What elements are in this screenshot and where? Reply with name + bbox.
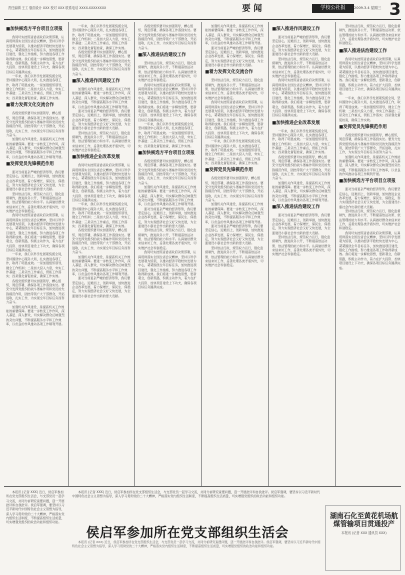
- column-text: 面对当前复杂严峻的经济形势，我们要坚定信心，迎难而上，创新举措，加快推进企业改革发展，着力保增长、保民生、保稳定，努力实现经济社会又好又快发展，为全面建设小康社会作出新的更大贡献。: [72, 276, 131, 298]
- column-text: 各级党组织要切实加强领导，精心组织，周密部署，确保各项工作落到实处。要充分发挥党组织的战斗堡垒作用和党员的先锋模范作用，团结带领广大干部群众，开拓进取，扎实工作，为实现全年目标任务而努力奋斗。: [6, 278, 65, 305]
- column-heading: ■加快候选方平台项目立项报: [138, 150, 195, 156]
- header-topline: 责任编辑 王工 版面设计 XXX 校对 XXX 联系电话 XXXX-XXXXXXXX: [8, 6, 107, 10]
- article-column: [205, 24, 266, 484]
- page-number: 3: [389, 0, 401, 20]
- column-text: 面对当前复杂严峻的经济形势，我们要坚定信心，迎难而上，创新举措，加快推进企业改革发展，着力保增长、保民生、保稳定，努力实现经济社会又好又快发展，为全面建设小康社会作出新的更大贡献。: [205, 45, 264, 68]
- column-text: 我局切实按照省委省政府决策部署，认真贯彻落实全国全省会议精神，坚持以科学发展观为统领，以推动经济平稳较快发展为中心，紧紧围绕全年目标任务，加快推进项目建设，强化工作措施，努力推进各项工作取得新成效。我们将进一步解放思想，更新观念，创新思路，积极主动作为，着力在扩大投资、加快项目建设上下功夫，确保各项目标任务圆满完成。: [138, 250, 197, 289]
- column-text: 一年来，我们以科学发展观统揽全局，坚持围绕中心服务大局，扎实推进各项工作，取得了明显成效。一是加强组织领导，健全工作机制；二是加大投入力度，夯实工作基础；三是突出工作重点，狠抓工作落实；四是强化督促检查，确保工作实效。: [72, 24, 131, 50]
- column-text: 我局切实按照省委省政府决策部署，认真贯彻落实全国全省会议精神，坚持以科学发展观为统领，以推动经济平稳较快发展为中心，紧紧围绕全年目标任务，加快推进项目建设，强化工作措施，努力推进各项工作取得新成效。我们将进一步解放思想，更新观念，创新思路，积极主动作为，着力在扩大投资、加快项目建设上下功夫，确保各项目标任务圆满完成。: [205, 100, 264, 139]
- column-text: 坚持依法行政，规范权力运行，强化监督制约，推进政务公开，不断提高依法决策、依法管理的能力和水平。认真做好群众来信来访工作，妥善处理各类矛盾纠纷，切实维护社会和谐稳定。: [138, 228, 197, 250]
- bottom-article-text: [72, 540, 322, 573]
- article-column: [272, 24, 333, 484]
- column-text: 坚持依法行政，规范权力运行，强化监督制约，推进政务公开，不断提高依法决策、依法管理的能力和水平。认真做好群众来信来访工作，妥善处理各类矛盾纠纷，切实维护社会和谐稳定。: [272, 235, 331, 257]
- article-column: [72, 24, 132, 484]
- column-text: 坚持依法行政，规范权力运行，强化监督制约，推进政务公开，不断提高依法决策、依法管理的能力和水平。认真做好群众来信来访工作，妥善处理各类矛盾纠纷，切实维护社会和谐稳定。: [205, 78, 264, 100]
- column-text: 加强机关作风建设，是提高机关工作效能的重要保障。要进一步转变工作作风，深入基层、深入群众，切实解决群众反映强烈的突出问题，不断提高服务水平和工作效率，以优良的作风推动各项工作顺利开展。: [205, 24, 264, 46]
- column-text: 面对当前复杂严峻的经济形势，我们要坚定信心，迎难而上，创新举措，加快推进企业改革发展，着力保增长、保民生、保稳定，努力实现经济社会又好又快发展，为全面建设小康社会作出新的更大贡献。: [6, 169, 65, 192]
- column-heading: ■加快推进企业改革发展: [72, 155, 120, 161]
- column-heading: ■深入推进作风建设工作: [72, 79, 120, 85]
- paper-name: 学校公社报: [312, 4, 354, 13]
- section-masthead: 要 闻: [242, 4, 262, 14]
- column-text: 加强机关作风建设，是提高机关工作效能的重要保障。要进一步转变工作作风，深入基层、深入群众，切实解决群众反映强烈的突出问题，不断提高服务水平和工作效率，以优良的作风推动各项工作顺利开展。: [72, 87, 131, 109]
- column-heading: ■加快候选方平台项目立项报: [6, 27, 63, 32]
- column-text: 加强机关作风建设，是提高机关工作效能的重要保障。要进一步转变工作作风，深入基层、深入群众，切实解决群众反映强烈的突出问题，不断提高服务水平和工作效率，以优良的作风推动各项工作顺利开展。: [6, 304, 65, 326]
- column-heading: ■加快推进企业改革发展: [272, 120, 320, 126]
- column-text: 我局切实按照省委省政府决策部署，认真贯彻落实全国全省会议精神，坚持以科学发展观为统领，以推动经济平稳较快发展为中心，紧紧围绕全年目标任务，加快推进项目建设，强化工作措施，努力推进各项工作取得新成效。我们将进一步解放思想，更新观念，创新思路，积极主动作为，着力在扩大投资、加快项目建设上下功夫，确保各项目标任务圆满完成。: [72, 163, 131, 203]
- column-text: 面对当前复杂严峻的经济形势，我们要坚定信心，迎难而上，创新举措，加快推进企业改革发展，着力保增长、保民生、保稳定，努力实现经济社会又好又快发展，为全面建设小康社会作出新的更大贡献。: [72, 108, 131, 131]
- column-text: 面对当前复杂严峻的经济形势，我们要坚定信心，迎难而上，创新举措，加快推进企业改革发展，着力保增长、保民生、保稳定，努力实现经济社会又好又快发展，为全面建设小康社会作出新的更大贡献。: [205, 224, 264, 246]
- column-text: 坚持依法行政，规范权力运行，强化监督制约，推进政务公开，不断提高依法决策、依法管理的能力和水平。认真做好群众来信来访工作，妥善处理各类矛盾纠纷，切实维护社会和谐稳定。: [72, 130, 131, 152]
- column-heading: ■发挥党员先锋模范作用: [339, 124, 387, 130]
- column-heading: ■着力发挥文化交流合作: [205, 70, 253, 76]
- column-text: 一年来，我们以科学发展观统揽全局，坚持围绕中心服务大局，扎实推进各项工作，取得了明显成效。一是加强组织领导，健全工作机制；二是加大投入力度，夯实工作基础；三是突出工作重点，狠抓工作落实；四是强化督促检查，确保工作实效。: [6, 74, 65, 100]
- column-divider: [68, 22, 69, 487]
- side-subline: 本报讯 (记者 XXX 通讯员 XXX): [341, 531, 387, 535]
- column-heading: ■加快候选方平台项目立项报: [339, 179, 396, 185]
- bottom-lead-text: 本报讯 (记者 XXX) 近日，侯启军参加所在党支部组织生活会，与支部党员一起学习交流，共同分析研究查摆问题，逐一开展批评和自我批评。侯启军强调，要坚持以习近平新时代中国特色社会主义思想为指导，深入学习贯彻党的二十大精神，严格落实党内组织生活制度，不断提高组织生活质量，切实增强党组织的政治功能和组织功能。: [6, 490, 65, 525]
- column-text: 面对当前复杂严峻的经济形势，我们要坚定信心，迎难而上，创新举措，加快推进企业改革发展，着力保增长、保民生、保稳定，努力实现经济社会又好又快发展，为全面建设小康社会作出新的更大贡献。: [339, 187, 401, 209]
- column-text: 各级党组织要切实加强领导，精心组织，周密部署，确保各项工作落到实处。要充分发挥党组织的战斗堡垒作用和党员的先锋模范作用，团结带领广大干部群众，开拓进取，扎实工作，为实现全年目标任务而努力奋斗。: [138, 24, 197, 50]
- column-text: 各级党组织要切实加强领导，精心组织，周密部署，确保各项工作落到实处。要充分发挥党组织的战斗堡垒作用和党员的先锋模范作用，团结带领广大干部群众，开拓进取，扎实工作，为实现全年目标任务而努力奋斗。: [339, 132, 401, 155]
- column-text: 一年来，我们以科学发展观统揽全局，坚持围绕中心服务大局，扎实推进各项工作，取得了明显成效。一是加强组织领导，健全工作机制；二是加大投入力度，夯实工作基础；三是突出工作重点，狠抓工作落实；四是强化督促检查，确保工作实效。: [339, 95, 401, 122]
- column-heading: ■发挥党员先锋模范作用: [6, 161, 54, 167]
- article-column: [6, 24, 66, 484]
- side-headline: 湖南石化至黄花机场航煤管输项目贯通投产: [330, 512, 398, 529]
- column-divider: [268, 22, 269, 487]
- column-text: 我局切实按照省委省政府决策部署，认真贯彻落实全国全省会议精神，坚持以科学发展观为统领，以推动经济平稳较快发展为中心，紧紧围绕全年目标任务，加快推进项目建设，强化工作措施，努力推进各项工作取得新成效。我们将进一步解放思想，更新观念，创新思路，积极主动作为，着力在扩大投资、加快项目建设上下功夫，确保各项目标任务圆满完成。: [6, 213, 65, 253]
- column-text: 加强机关作风建设，是提高机关工作效能的重要保障。要进一步转变工作作风，深入基层、深入群众，切实解决群众反映强烈的突出问题，不断提高服务水平和工作效率，以优良的作风推动各项工作顺利开展。: [272, 180, 331, 203]
- article-column: [339, 24, 401, 484]
- column-text: 各级党组织要切实加强领导，精心组织，周密部署，确保各项工作落到实处。要充分发挥党组织的战斗堡垒作用和党员的先锋模范作用，团结带领广大干部群众，开拓进取，扎实工作，为实现全年目标任务而努力奋斗。: [138, 158, 197, 185]
- column-text: 加强机关作风建设，是提高机关工作效能的重要保障。要进一步转变工作作风，深入基层、深入群众，切实解决群众反映强烈的突出问题，不断提高服务水平和工作效率，以优良的作风推动各项工作顺利开展。: [72, 254, 131, 276]
- column-heading: ■着力发挥文化交流合作: [6, 103, 54, 109]
- column-text: 一年来，我们以科学发展观统揽全局，坚持围绕中心服务大局，扎实推进各项工作，取得了明显成效。一是加强组织领导，健全工作机制；二是加大投入力度，夯实工作基础；三是突出工作重点，狠抓工作落实；四是强化督促检查，确保工作实效。: [272, 128, 331, 155]
- bottom-headline: 侯启军参加所在党支部组织生活会: [86, 526, 289, 541]
- column-text: 我局切实按照省委省政府决策部署，认真贯彻落实全国全省会议精神，坚持以科学发展观为统领，以推动经济平稳较快发展为中心，紧紧围绕全年目标任务，加快推进项目建设，强化工作措施，努力推进各项工作取得新成效。我们将进一步解放思想，更新观念，创新思路，积极主动作为，着力在扩大投资、加快项目建设上下功夫，确保各项目标任务圆满完成。: [138, 82, 197, 122]
- column-text: 各级党组织要切实加强领导，精心组织，周密部署，确保各项工作落到实处。要充分发挥党组织的战斗堡垒作用和党员的先锋模范作用，团结带领广大干部群众，开拓进取，扎实工作，为实现全年目标任务而努力奋斗。: [205, 176, 264, 203]
- bottom-upper-text: [72, 490, 322, 518]
- column-heading: ■深入推进法治建设工作: [339, 48, 387, 54]
- column-text: 一年来，我们以科学发展观统揽全局，坚持围绕中心服务大局，扎实推进各项工作，取得了明显成效。一是加强组织领导，健全工作机制；二是加大投入力度，夯实工作基础；三是突出工作重点，狠抓工作落实；四是强化督促检查，确保工作实效。: [6, 252, 65, 279]
- column-text: 加强机关作风建设，是提高机关工作效能的重要保障。要进一步转变工作作风，深入基层、深入群众，切实解决群众反映强烈的突出问题，不断提高服务水平和工作效率，以优良的作风推动各项工作顺利开展。: [205, 202, 264, 224]
- column-text: 我局切实按照省委省政府决策部署，认真贯彻落实全国全省会议精神，坚持以科学发展观为统领，以推动经济平稳较快发展为中心，紧紧围绕全年目标任务，加快推进项目建设，强化工作措施，努力推进各项工作取得新成效。我们将进一步解放思想，更新观念，创新思路，积极主动作为，着力在扩大投资、加快项目建设上下功夫，确保各项目标任务圆满完成。: [272, 78, 331, 118]
- column-text: 各级党组织要切实加强领导，精心组织，周密部署，确保各项工作落到实处。要充分发挥党组织的战斗堡垒作用和党员的先锋模范作用，团结带领广大干部群众，开拓进取，扎实工作，为实现全年目标任务而努力奋斗。: [272, 154, 331, 181]
- column-text: 各级党组织要切实加强领导，精心组织，周密部署，确保各项工作落到实处。要充分发挥党组织的战斗堡垒作用和党员的先锋模范作用，团结带领广大干部群众，开拓进取，扎实工作，为实现全年目标任务而努力奋斗。: [72, 228, 131, 255]
- bottom-upper-paragraph: 本报讯 (记者 XXX) 近日，侯启军参加所在党支部组织生活会，与支部党员一起学习交流，共同分析研究查摆问题，逐一开展批评和自我批评。侯启军强调，要坚持以习近平新时代中国特色社会主义思想为指导，深入学习贯彻党的二十大精神，严格落实党内组织生活制度，不断提高组织生活质量，切实增强党组织的政治功能和组织功能。: [72, 490, 321, 499]
- column-text: 我局切实按照省委省政府决策部署，认真贯彻落实全国全省会议精神，坚持以科学发展观为统领，以推动经济平稳较快发展为中心，紧紧围绕全年目标任务，加快推进项目建设，强化工作措施，努力推进各项工作取得新成效。我们将进一步解放思想，更新观念，创新思路，积极主动作为，着力在扩大投资、加快项目建设上下功夫，确保各项目标任务圆满完成。: [339, 230, 401, 270]
- column-text: 坚持依法行政，规范权力运行，强化监督制约，推进政务公开，不断提高依法决策、依法管理的能力和水平。认真做好群众来信来访工作，妥善处理各类矛盾纠纷，切实维护社会和谐稳定。: [339, 209, 401, 231]
- column-text: 各级党组织要切实加强领导，精心组织，周密部署，确保各项工作落到实处。要充分发挥党组织的战斗堡垒作用和党员的先锋模范作用，团结带领广大干部群众，开拓进取，扎实工作，为实现全年目标任务而努力奋斗。: [72, 50, 131, 76]
- column-text: 一年来，我们以科学发展观统揽全局，坚持围绕中心服务大局，扎实推进各项工作，取得了明显成效。一是加强组织领导，健全工作机制；二是加大投入力度，夯实工作基础；三是突出工作重点，狠抓工作落实；四是强化督促检查，确保工作实效。: [138, 121, 197, 148]
- column-text: 面对当前复杂严峻的经济形势，我们要坚定信心，迎难而上，创新举措，加快推进企业改革发展，着力保增长、保民生、保稳定，努力实现经济社会又好又快发展，为全面建设小康社会作出新的更大贡献。: [272, 213, 331, 235]
- column-text: 加强机关作风建设，是提高机关工作效能的重要保障。要进一步转变工作作风，深入基层、深入群众，切实解决群众反映强烈的突出问题，不断提高服务水平和工作效率，以优良的作风推动各项工作顺利开展。: [339, 154, 401, 176]
- column-text: 我局切实按照省委省政府决策部署，认真贯彻落实全国全省会议精神，坚持以科学发展观为统领，以推动经济平稳较快发展为中心，紧紧围绕全年目标任务，加快推进项目建设，强化工作措施，努力推进各项工作取得新成效。我们将进一步解放思想，更新观念，创新思路，积极主动作为，着力在扩大投资、加快项目建设上下功夫，确保各项目标任务圆满完成。: [339, 56, 401, 96]
- column-text: 各级党组织要切实加强领导，精心组织，周密部署，确保各项工作落到实处。要充分发挥党组织的战斗堡垒作用和党员的先锋模范作用，团结带领广大干部群众，开拓进取，扎实工作，为实现全年目标任务而努力奋斗。: [6, 111, 65, 137]
- column-heading: ■深入推进法治建设工作: [138, 53, 186, 59]
- column-text: 加强机关作风建设，是提高机关工作效能的重要保障。要进一步转变工作作风，深入基层、深入群众，切实解决群众反映强烈的突出问题，不断提高服务水平和工作效率，以优良的作风推动各项工作顺利开展。: [6, 137, 65, 159]
- header-rule: [4, 19, 401, 20]
- issue-date: 2009.3.4 星期三: [354, 6, 382, 10]
- column-text: 我局切实按照省委省政府决策部署，认真贯彻落实全国全省会议精神，坚持以科学发展观为统领，以推动经济平稳较快发展为中心，紧紧围绕全年目标任务，加快推进项目建设，强化工作措施，努力推进各项工作取得新成效。我们将进一步解放思想，更新观念，创新思路，积极主动作为，着力在扩大投资、加快项目建设上下功夫，确保各项目标任务圆满完成。: [6, 35, 65, 74]
- column-text: 坚持依法行政，规范权力运行，强化监督制约，推进政务公开，不断提高依法决策、依法管理的能力和水平。认真做好群众来信来访工作，妥善处理各类矛盾纠纷，切实维护社会和谐稳定。: [138, 61, 197, 83]
- column-text: 一年来，我们以科学发展观统揽全局，坚持围绕中心服务大局，扎实推进各项工作，取得了明显成效。一是加强组织领导，健全工作机制；二是加大投入力度，夯实工作基础；三是突出工作重点，狠抓工作落实；四是强化督促检查，确保工作实效。: [72, 202, 131, 229]
- bottom-rule: [4, 486, 401, 487]
- article-column: [138, 24, 199, 484]
- column-text: 坚持依法行政，规范权力运行，强化监督制约，推进政务公开，不断提高依法决策、依法管理的能力和水平。认真做好群众来信来访工作，妥善处理各类矛盾纠纷，切实维护社会和谐稳定。: [6, 191, 65, 214]
- column-text: 面对当前复杂严峻的经济形势，我们要坚定信心，迎难而上，创新举措，加快推进企业改革发展，着力保增长、保民生、保稳定，努力实现经济社会又好又快发展，为全面建设小康社会作出新的更大贡献。: [272, 35, 331, 57]
- column-heading: ■深入推进法治建设工作: [272, 205, 320, 211]
- column-text: 加强机关作风建设，是提高机关工作效能的重要保障。要进一步转变工作作风，深入基层、深入群众，切实解决群众反映强烈的突出问题，不断提高服务水平和工作效率，以优良的作风推动各项工作顺利开展。: [138, 185, 197, 207]
- column-heading: ■发挥党员先锋模范作用: [205, 168, 253, 174]
- column-divider: [134, 22, 135, 487]
- column-divider: [201, 22, 202, 487]
- column-text: 一年来，我们以科学发展观统揽全局，坚持围绕中心服务大局，扎实推进各项工作，取得了明显成效。一是加强组织领导，健全工作机制；二是加大投入力度，夯实工作基础；三是突出工作重点，狠抓工作落实；四是强化督促检查，确保工作实效。: [205, 139, 264, 165]
- column-text: 坚持依法行政，规范权力运行，强化监督制约，推进政务公开，不断提高依法决策、依法管理的能力和水平。认真做好群众来信来访工作，妥善处理各类矛盾纠纷，切实维护社会和谐稳定。: [339, 24, 401, 46]
- column-text: 坚持依法行政，规范权力运行，强化监督制约，推进政务公开，不断提高依法决策、依法管理的能力和水平。认真做好群众来信来访工作，妥善处理各类矛盾纠纷，切实维护社会和谐稳定。: [272, 56, 331, 79]
- column-divider: [335, 22, 336, 487]
- column-text: 坚持依法行政，规范权力运行，强化监督制约，推进政务公开，不断提高依法决策、依法管理的能力和水平。认真做好群众来信来访工作，妥善处理各类矛盾纠纷，切实维护社会和谐稳定。: [205, 245, 264, 268]
- column-text: 面对当前复杂严峻的经济形势，我们要坚定信心，迎难而上，创新举措，加快推进企业改革发展，着力保增长、保民生、保稳定，努力实现经济社会又好又快发展，为全面建设小康社会作出新的更大贡献。: [138, 206, 197, 229]
- bottom-article-paragraph: 本报讯 (记者 XXX) 近日，侯启军参加所在党支部组织生活会，与支部党员一起学习交流，共同分析研究查摆问题，逐一开展批评和自我批评。侯启军强调，要坚持以习近平新时代中国特色社会主义思想为指导，深入学习贯彻党的二十大精神，严格落实党内组织生活制度，不断提高组织生活质量，切实增强党组织的政治功能和组织功能。: [72, 540, 321, 549]
- column-heading: ■深入推进作风建设工作: [272, 27, 320, 32]
